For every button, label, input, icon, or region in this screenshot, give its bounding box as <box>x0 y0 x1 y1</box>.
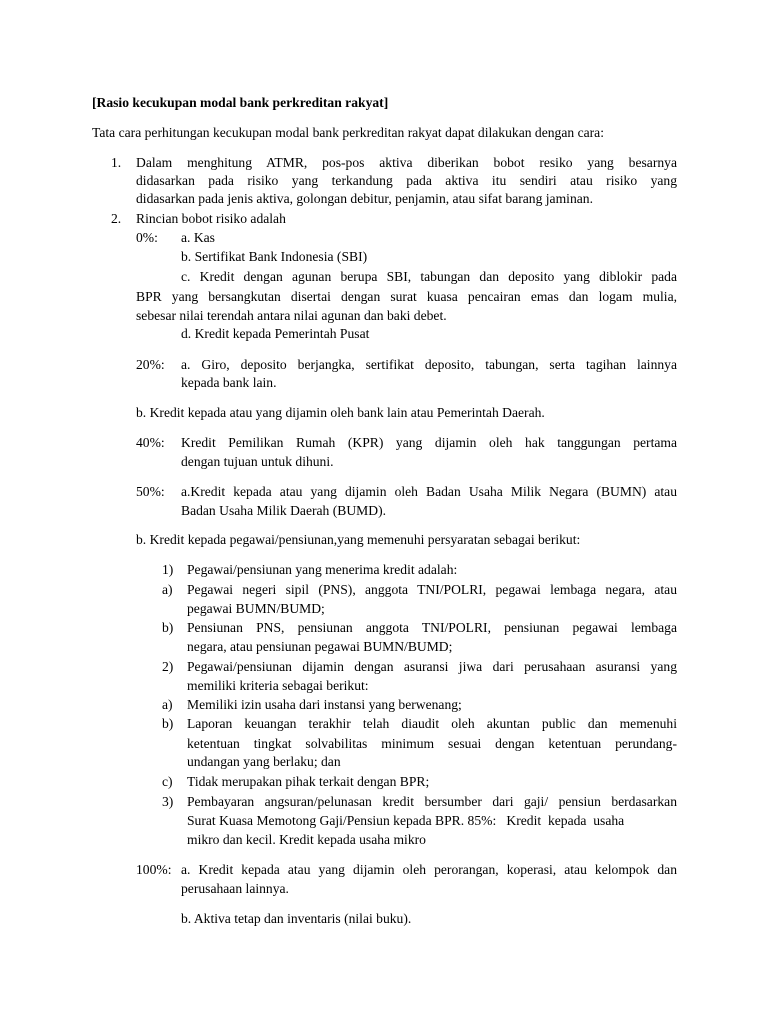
weight-40-item: Kredit Pemilikan Rumah (KPR) yang dijamin oleh hak tanggungan pertama <box>181 435 677 450</box>
sub-marker: 2) <box>162 659 174 674</box>
weight-20-item: b. Kredit kepada atau yang dijamin oleh bank lain atau Pemerintah Daerah. <box>136 405 545 420</box>
sub-marker: a) <box>162 582 173 597</box>
weight-label: 40%: <box>136 435 165 450</box>
weight-0-item: BPR yang bersangkutan disertai dengan surat kuasa pencairan emas dan logam mulia, <box>136 289 677 304</box>
sub-line: Laporan keuangan terakhir telah diaudit oleh akuntan public dan memenuhi <box>187 716 677 731</box>
sub-line: mikro dan kecil. Kredit kepada usaha mikro <box>187 832 426 847</box>
sub-line: Memiliki izin usaha dari instansi yang berwenang; <box>187 697 462 712</box>
weight-20-item: a. Giro, deposito berjangka, sertifikat deposito, tabungan, serta tagihan lainnya <box>181 357 677 372</box>
sub-line: Surat Kuasa Memotong Gaji/Pensiun kepada BPR. 85%: Kredit kepada usaha <box>187 813 625 828</box>
item1-line: didasarkan pada jenis aktiva, golongan debitur, penjamin, atau sifat barang jaminan. <box>136 191 593 206</box>
sub-marker: b) <box>162 620 174 635</box>
sub-line: Tidak merupakan pihak terkait dengan BPR; <box>187 774 430 789</box>
item2-text: Rincian bobot risiko adalah <box>136 211 286 226</box>
weight-label: 50%: <box>136 484 165 499</box>
sub-line: memiliki kriteria sebagai berikut: <box>187 678 369 693</box>
sub-marker: 3) <box>162 794 174 809</box>
weight-0-item: b. Sertifikat Bank Indonesia (SBI) <box>181 249 368 264</box>
weight-0-item: a. Kas <box>181 230 215 245</box>
weight-label: 20%: <box>136 357 165 372</box>
weight-0-item: c. Kredit dengan agunan berupa SBI, tabungan dan deposito yang diblokir pada <box>181 269 677 284</box>
sub-marker: c) <box>162 774 173 789</box>
item-number: 1. <box>111 155 122 170</box>
weight-100-item: perusahaan lainnya. <box>181 881 289 896</box>
sub-line: Pegawai/pensiunan yang menerima kredit adalah: <box>187 562 458 577</box>
weight-20-item: kepada bank lain. <box>181 375 277 390</box>
sub-line: Pegawai/pensiunan dijamin dengan asuransi jiwa dari perusahaan asuransi yang <box>187 659 677 674</box>
weight-100-item: a. Kredit kepada atau yang dijamin oleh perorangan, koperasi, atau kelompok dan <box>181 862 677 877</box>
sub-marker: 1) <box>162 562 174 577</box>
weight-0-item: sebesar nilai terendah antara nilai agunan dan baki debet. <box>136 308 447 323</box>
item1-line: Dalam menghitung ATMR, pos-pos aktiva diberikan bobot resiko yang besarnya <box>136 155 677 170</box>
weight-label: 100%: <box>136 862 172 877</box>
sub-line: undangan yang berlaku; dan <box>187 754 341 769</box>
sub-marker: a) <box>162 697 173 712</box>
weight-50-item: a.Kredit kepada atau yang dijamin oleh Badan Usaha Milik Negara (BUMN) atau <box>181 484 677 499</box>
sub-line: Pembayaran angsuran/pelunasan kredit bersumber dari gaji/ pensiun berdasarkan <box>187 794 677 809</box>
sub-marker: b) <box>162 716 174 731</box>
sub-line: ketentuan tingkat solvabilitas minimum sesuai dengan ketentuan perundang- <box>187 736 677 751</box>
intro-paragraph: Tata cara perhitungan kecukupan modal bank perkreditan rakyat dapat dilakukan dengan cara: <box>92 125 604 140</box>
sub-line: Pegawai negeri sipil (PNS), anggota TNI/POLRI, pegawai lembaga negara, atau <box>187 582 677 597</box>
weight-0-item: d. Kredit kepada Pemerintah Pusat <box>181 326 370 341</box>
weight-100-item: b. Aktiva tetap dan inventaris (nilai buku). <box>181 911 412 926</box>
sub-line: negara, atau pensiunan pegawai BUMN/BUMD; <box>187 639 453 654</box>
sub-line: Pensiunan PNS, pensiunan anggota TNI/POLRI, pensiunan pegawai lembaga <box>187 620 677 635</box>
weight-50-item: b. Kredit kepada pegawai/pensiunan,yang memenuhi persyaratan sebagai berikut: <box>136 532 581 547</box>
weight-40-item: dengan tujuan untuk dihuni. <box>181 454 334 469</box>
item-number: 2. <box>111 211 122 226</box>
item1-line: didasarkan pada risiko yang terkandung pada aktiva itu sendiri atau risiko yang <box>136 173 677 188</box>
weight-label: 0%: <box>136 230 158 245</box>
document-title: [Rasio kecukupan modal bank perkreditan rakyat] <box>92 95 389 110</box>
sub-line: pegawai BUMN/BUMD; <box>187 601 325 616</box>
weight-50-item: Badan Usaha Milik Daerah (BUMD). <box>181 503 386 518</box>
